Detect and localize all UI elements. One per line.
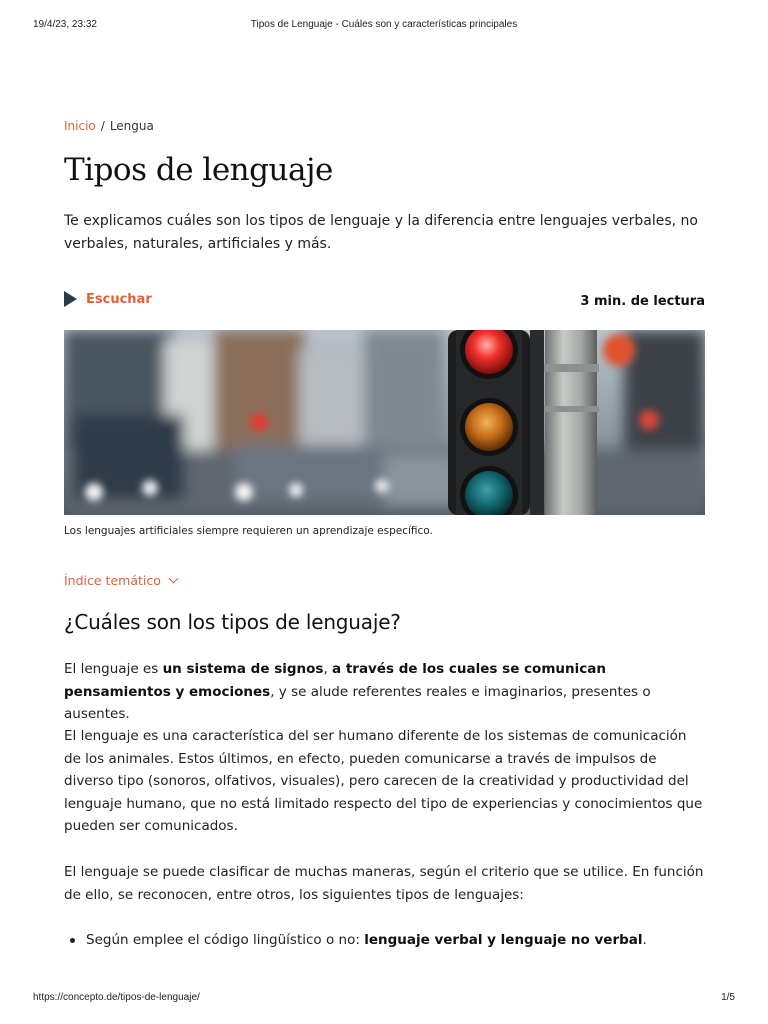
- paragraph-2: El lenguaje es una característica del ser humano diferente de los sistemas de comunicación de los animales. Estos últimos, en efecto, pueden comunicarse a través de impulsos de diverso tipo (sonoros, olfativos, visuales), pero carecen de la creatividad y productividad del lenguaje humano, que no está limitado respecto del tipo de experiencias y conocimientos que pueden ser comunicados.: [64, 728, 703, 835]
- print-date: 19/4/23, 23:32: [33, 19, 97, 30]
- p1-text-3: , y se alude referentes reales e imaginarios, presentes o ausentes.: [64, 683, 651, 723]
- list-item-text: Según emplee el código lingüístico o no:: [86, 932, 365, 948]
- toc-label[interactable]: Índice temático: [64, 573, 161, 588]
- print-url: https://concepto.de/tipos-de-lenguaje/: [33, 992, 200, 1003]
- page-title: Tipos de lenguaje: [64, 152, 333, 188]
- paragraph-3: El lenguaje se puede clasificar de muchas maneras, según el criterio que se utilice. En función de ello, se reconocen, entre otros, los siguientes tipos de lenguajes:: [64, 864, 704, 903]
- breadcrumb-home-link[interactable]: Inicio: [64, 119, 96, 133]
- article-lead: Te explicamos cuáles son los tipos de lenguaje y la diferencia entre lenguajes verbales, no verbales, naturales, artificiales y más.: [64, 213, 698, 252]
- list-item-end: .: [642, 932, 647, 948]
- listen-row: [64, 291, 705, 311]
- listen-label[interactable]: Escuchar: [86, 291, 152, 307]
- image-caption: Los lenguajes artificiales siempre requieren un aprendizaje específico.: [64, 525, 433, 537]
- list-item-bold: lenguaje verbal y lenguaje no verbal: [364, 932, 643, 948]
- paragraph-1: [64, 658, 705, 726]
- breadcrumb-category-link[interactable]: Lengua: [109, 119, 154, 133]
- breadcrumb: [64, 119, 154, 133]
- p1-bold-2: a través de los cuales se comunican pensamientos y emociones: [64, 661, 606, 700]
- toc-toggle[interactable]: [64, 573, 177, 588]
- p1-bold-1: un sistema de signos: [162, 661, 324, 677]
- traffic-light-photo: [64, 330, 705, 515]
- p1-text-1: El lenguaje es: [64, 661, 163, 677]
- list-item: [64, 929, 705, 951]
- read-time: 3 min. de lectura: [580, 294, 705, 309]
- hero-image: [64, 330, 705, 515]
- breadcrumb-separator: /: [100, 119, 105, 133]
- types-list: [64, 929, 705, 951]
- print-header: [0, 19, 768, 33]
- listen-button[interactable]: [64, 291, 152, 307]
- print-doc-title: Tipos de Lenguaje - Cuáles son y características principales: [250, 19, 518, 30]
- print-page-number: 1/5: [721, 992, 735, 1003]
- section-heading: ¿Cuáles son los tipos de lenguaje?: [64, 610, 401, 634]
- p1-text-2: ,: [323, 661, 333, 677]
- chevron-down-icon[interactable]: [168, 574, 178, 584]
- play-icon[interactable]: [64, 291, 77, 307]
